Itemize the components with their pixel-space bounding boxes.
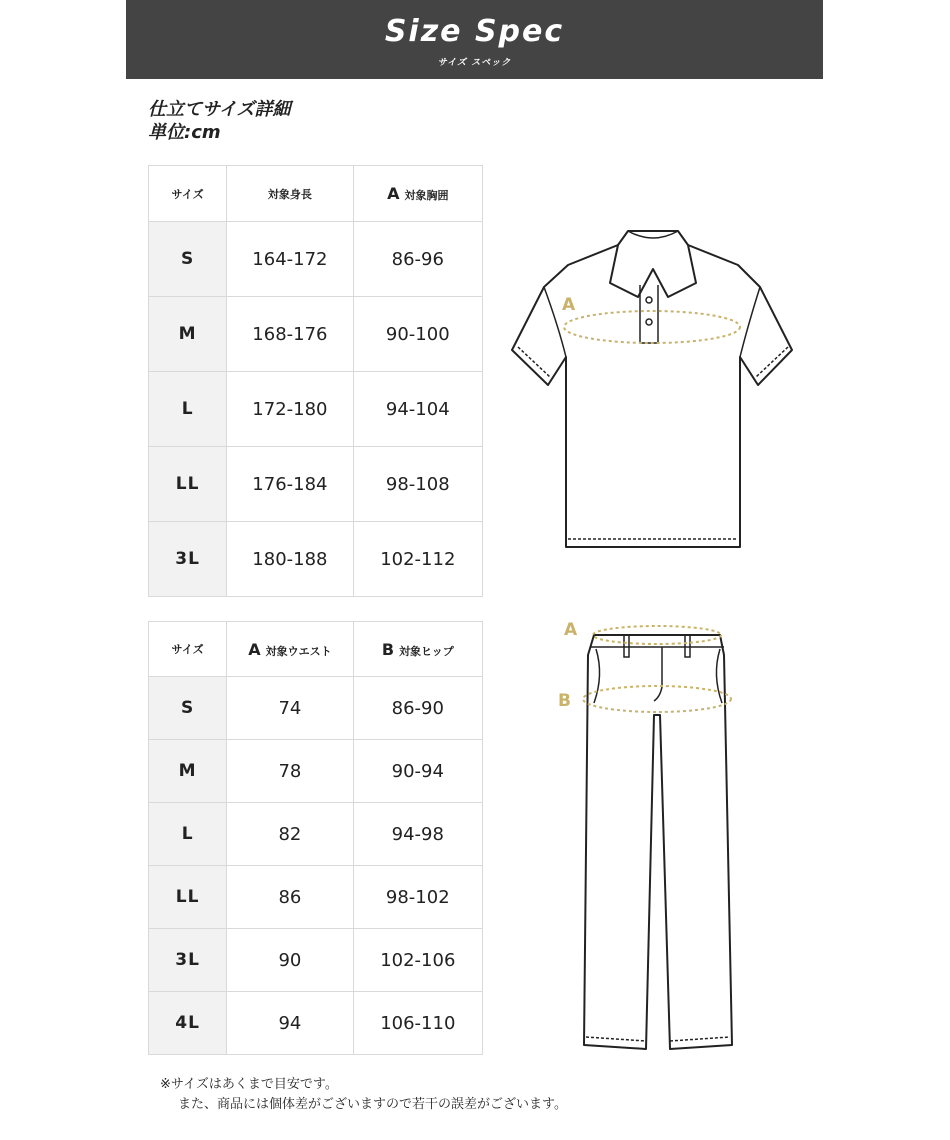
height-cell: 164-172 [227,222,353,297]
table-row [149,929,483,992]
size-cell: 3L [149,522,227,597]
table-header-row [149,166,483,222]
size-cell: M [149,740,227,803]
bottoms-size-table [148,621,483,1055]
chest-label-a: A [562,295,576,315]
header-waist-letter: A [248,639,261,659]
table-row [149,447,483,522]
size-cell: LL [149,866,227,929]
waist-cell: 78 [227,740,353,803]
polo-shirt-illustration [508,225,798,555]
chest-cell: 102-112 [353,522,482,597]
size-cell: 4L [149,992,227,1055]
size-cell: L [149,803,227,866]
table-row [149,740,483,803]
size-cell: S [149,677,227,740]
hip-cell: 102-106 [353,929,482,992]
waist-label-a: A [564,620,578,640]
table-row [149,992,483,1055]
waist-cell: 94 [227,992,353,1055]
pants-illustration [552,615,742,1055]
chest-cell: 86-96 [353,222,482,297]
header-waist [227,622,353,677]
table-header-row [149,622,483,677]
table-row [149,522,483,597]
waist-cell: 86 [227,866,353,929]
size-cell: S [149,222,227,297]
heading-title: 仕立てサイズ詳細 [148,99,291,120]
shirt-body-outline [512,245,792,547]
tops-size-table [148,165,483,597]
height-cell: 176-184 [227,447,353,522]
table-row [149,222,483,297]
table-row [149,372,483,447]
note-line-1: ※サイズはあくまで目安です。 [160,1077,338,1092]
size-cell: M [149,297,227,372]
heading-unit: 単位:cm [148,122,221,143]
disclaimer-note [160,1075,567,1115]
table-row [149,803,483,866]
waist-cell: 90 [227,929,353,992]
header-waist-label: 対象ウエスト [265,644,332,658]
hip-cell: 106-110 [353,992,482,1055]
chest-cell: 98-108 [353,447,482,522]
page-title: Size Spec [384,14,565,49]
table-row [149,866,483,929]
table-row [149,677,483,740]
size-cell: LL [149,447,227,522]
hip-cell: 86-90 [353,677,482,740]
header-chest-letter: A [387,184,400,203]
hip-cell: 94-98 [353,803,482,866]
height-cell: 180-188 [227,522,353,597]
size-cell: L [149,372,227,447]
header-chest [353,166,482,222]
header-hip-label: 対象ヒップ [399,644,454,658]
size-cell: 3L [149,929,227,992]
header-hip-letter: B [381,639,395,659]
hip-cell: 90-94 [353,740,482,803]
hip-cell: 98-102 [353,866,482,929]
header-hip [353,622,482,677]
hip-label-b: B [558,691,571,711]
page-subtitle: サイズ スペック [437,58,512,68]
height-cell: 172-180 [227,372,353,447]
chest-cell: 90-100 [353,297,482,372]
header-size: サイズ [149,622,227,677]
waist-cell: 82 [227,803,353,866]
chest-cell: 94-104 [353,372,482,447]
header-chest-label: 対象胸囲 [404,189,449,202]
header-height: 対象身長 [227,166,353,222]
note-line-2: また、商品には個体差がございますので若干の誤差がございます。 [178,1097,567,1112]
height-cell: 168-176 [227,297,353,372]
section-heading [148,98,291,144]
header-banner [126,0,823,79]
table-row [149,297,483,372]
waist-cell: 74 [227,677,353,740]
header-size: サイズ [149,166,227,222]
